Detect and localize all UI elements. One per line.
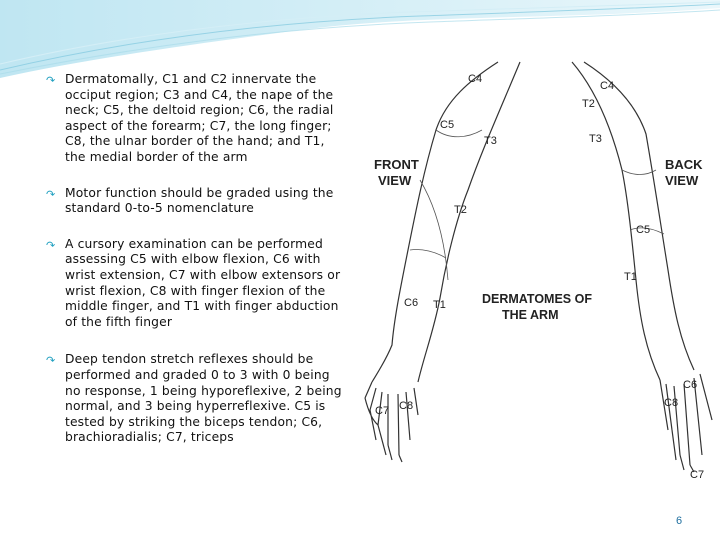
dermatome-label: C8 [399,400,414,412]
dermatome-label: C6 [404,297,419,309]
front-view-label: FRONT [374,157,419,172]
dermatome-label: C4 [468,73,483,85]
dermatome-label: C8 [664,397,679,409]
bullet-item [46,352,346,446]
dermatome-label: T2 [454,204,467,216]
curved-arrow-bullet-icon: ↷ [46,354,56,368]
dermatome-label: C6 [683,379,698,391]
bullet-text: A cursory examination can be performed assessing C5 with elbow flexion, C6 with wrist extension, C7 with elbow extensors or wrist flexion, C8 with finger flexion of the middle finger, and T1 with finger abduction of the fifth finger [65,236,341,329]
dermatome-label: C7 [690,469,705,480]
bullet-list [46,72,346,446]
figure-title: DERMATOMES OF [482,292,592,306]
dermatome-label: T3 [589,133,602,145]
bullet-text: Dermatomally, C1 and C2 innervate the occiput region; C3 and C4, the nape of the neck; C5, the deltoid region; C6, the radial aspect of the forearm; C7, the long finger; C8, the ulnar border of the hand; and T1, the medial border of the arm [65,72,334,164]
curved-arrow-bullet-icon: ↷ [46,74,56,87]
bullet-text: Deep tendon stretch reflexes should be performed and graded 0 to 3 with 0 being no response, 1 being hyporeflexive, 2 being normal, and 3 being hyperreflexive. C5 is tested by striking the biceps tendon; C6, brachioradialis; C7, triceps [65,352,342,445]
curved-arrow-bullet-icon: ↷ [46,238,56,252]
back-view-label: VIEW [665,173,699,188]
figure-title: THE ARM [502,308,559,322]
curved-arrow-bullet-icon: ↷ [46,187,56,201]
bullet-item [46,72,346,166]
dermatome-label: C5 [440,119,455,131]
dermatome-figure [357,60,720,480]
bullet-item [46,186,346,217]
dermatome-label: T3 [484,135,497,147]
bullet-text: Motor function should be graded using the standard 0-to-5 nomenclature [65,185,334,216]
page-number: 6 [676,515,683,527]
back-view-label: BACK [665,157,703,172]
dermatome-label: C7 [375,405,390,417]
bullet-item [46,237,346,331]
dermatome-label: C4 [600,80,615,92]
dermatome-label: T1 [433,299,446,311]
front-view-label: VIEW [378,173,412,188]
dermatome-label: T2 [582,98,595,110]
dermatome-label: T1 [624,271,637,283]
dermatome-label: C5 [636,224,651,236]
